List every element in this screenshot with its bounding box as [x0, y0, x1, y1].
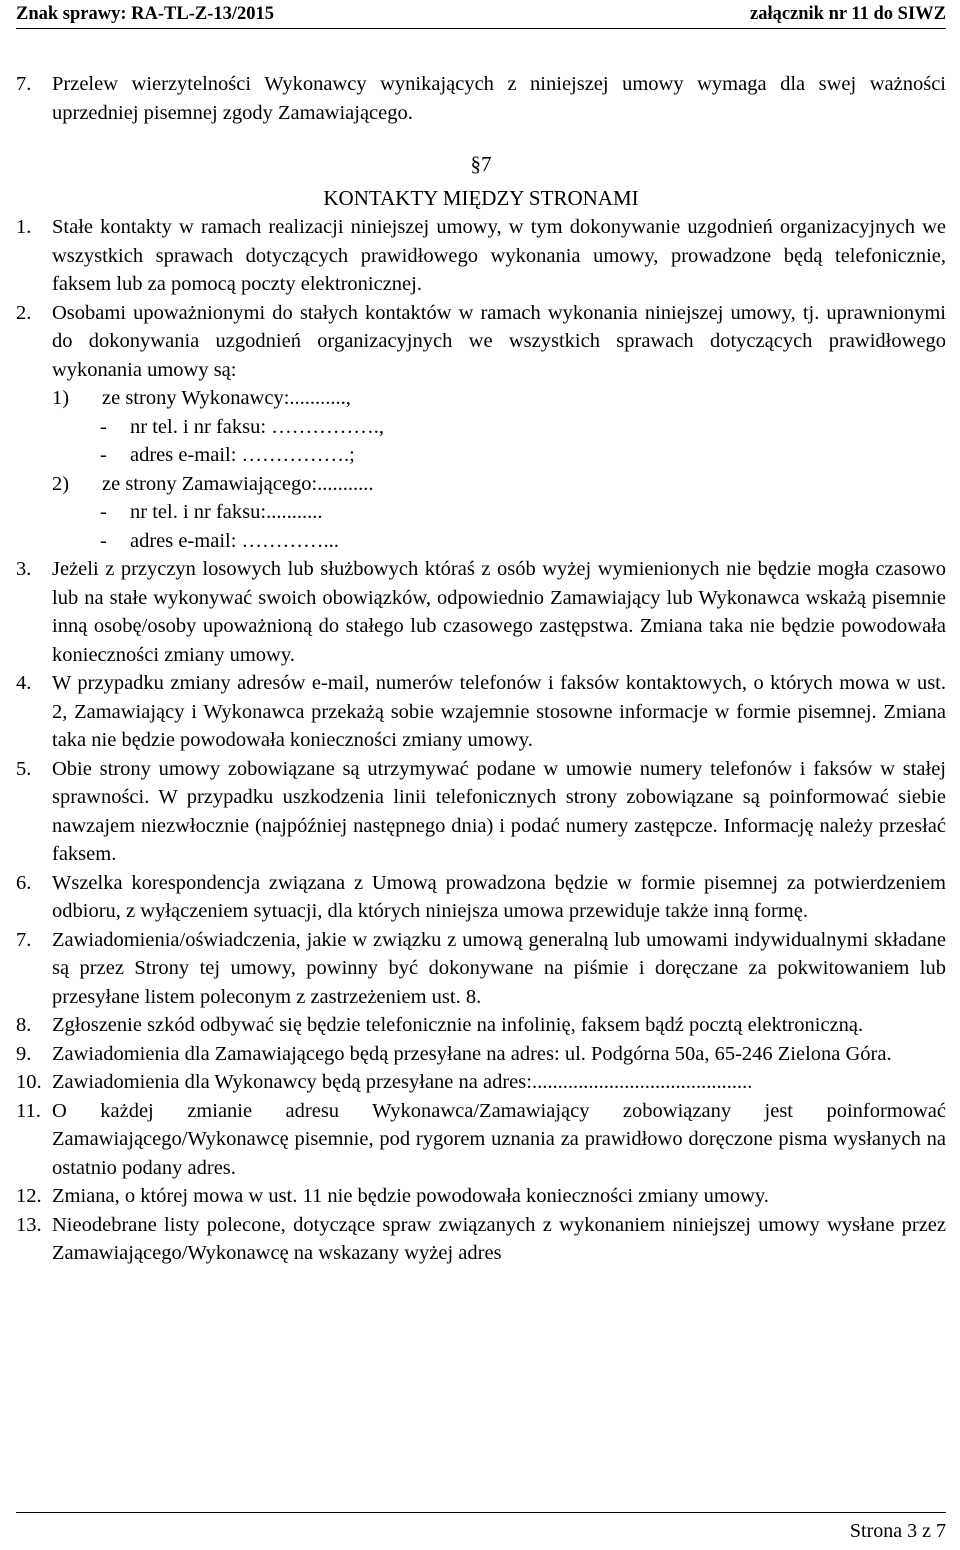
list-item: [16, 1182, 946, 1211]
contact-line: [100, 441, 946, 470]
list-item: [16, 1011, 946, 1040]
list-item: [16, 1097, 946, 1183]
item-number: 9.: [16, 1042, 32, 1065]
dash-bullet: -: [100, 444, 107, 466]
item-number: 11.: [16, 1099, 41, 1122]
item-text: Jeżeli z przyczyn losowych lub służbowych któraś z osób wyżej wymienionych nie będzie mogła czasowo lub na stałe wykonywać swoich obowiązków, odpowiednio Zamawiający lub Wykonawca wskażą pisemnie inną osobę/osoby upoważnioną do stałego lub czasowego zastępstwa. Zmiana taka nie będzie powodowała konieczności zmiany umowy.: [52, 558, 946, 666]
item-text: Osobami upoważnionymi do stałych kontaktów w ramach wykonania niniejszej umowy, tj. uprawnionymi do dokonywania uzgodnień organizacyjnych we wszystkich sprawach dotyczących prawidłowego wykonania umowy są:: [52, 301, 946, 381]
contact-party: [52, 384, 946, 413]
item-number: 13.: [16, 1213, 42, 1236]
contact-line: [100, 527, 946, 556]
item-number: 3.: [16, 558, 32, 580]
list-item: [16, 555, 946, 669]
contact-line: [100, 498, 946, 527]
attachment-label: załącznik nr 11 do SIWZ: [749, 3, 946, 24]
dash-bullet: -: [100, 529, 107, 552]
item-number: 1.: [16, 216, 32, 238]
sub-number: 2): [52, 472, 70, 495]
item-text: W przypadku zmiany adresów e-mail, numerów telefonów i faksów kontaktowych, o których mowa w ust. 2, Zamawiający i Wykonawca przekażą sobie wzajemnie stosowne informacje w formie pisemnej. Zmiana taka nie będzie powodowała konieczności zmiany umowy.: [52, 672, 946, 751]
contact-line: [100, 413, 946, 442]
list-item: [16, 669, 946, 755]
document-body: [16, 70, 946, 1268]
item-number: 4.: [16, 672, 32, 694]
dash-bullet: -: [100, 415, 107, 438]
item-number: 8.: [16, 1014, 32, 1036]
list-item: [16, 70, 946, 127]
item-text: Wszelka korespondencja związana z Umową prowadzona będzie w formie pisemnej za potwierdzeniem odbioru, z wyłączeniem sytuacji, dla których niniejsza umowa przewiduje także inną formę.: [52, 871, 946, 922]
item-text: Stałe kontakty w ramach realizacji niniejszej umowy, w tym dokonywanie uzgodnień organizacyjnych we wszystkich sprawach dotyczących prawidłowego wykonania umowy, prowadzone będą telefonicznie, faksem lub za pomocą poczty elektronicznej.: [52, 216, 946, 295]
list-item: [16, 926, 946, 1012]
item-text: Zgłoszenie szkód odbywać się będzie telefonicznie na infolinię, faksem bądź pocztą elektroniczną.: [52, 1014, 864, 1036]
section-title: KONTAKTY MIĘDZY STRONAMI: [323, 186, 639, 210]
sub-number: 1): [52, 387, 70, 409]
page-header: [16, 0, 946, 29]
item-text: Zawiadomienia dla Wykonawcy będą przesyłane na adres:...........................................: [52, 1071, 753, 1093]
page-number: Strona 3 z 7: [849, 1519, 946, 1542]
list-item: [16, 1040, 946, 1069]
section-number: §7: [470, 152, 492, 176]
contact-line-text: adres e-mail: …………...: [130, 529, 339, 552]
contact-label: ze strony Wykonawcy:...........,: [102, 387, 351, 409]
contact-line-text: nr tel. i nr faksu:...........: [130, 501, 323, 523]
item-text: Nieodebrane listy polecone, dotyczące spraw związanych z wykonaniem niniejszej umowy wysłane przez Zamawiającego/Wykonawcę na wskazany wyżej adres: [52, 1213, 946, 1264]
list-item: [16, 1211, 946, 1268]
item-number: 7.: [16, 73, 32, 95]
item-text: Przelew wierzytelności Wykonawcy wynikających z niniejszej umowy wymaga dla swej ważności uprzedniej pisemnej zgody Zamawiającego.: [52, 73, 946, 124]
contact-party: [52, 470, 946, 499]
list-item: [16, 755, 946, 869]
item-text: Zawiadomienia dla Zamawiającego będą przesyłane na adres: ul. Podgórna 50a, 65-246 Zielona Góra.: [52, 1042, 892, 1065]
item-number: 5.: [16, 757, 32, 780]
page-footer: [16, 1512, 946, 1549]
item-number: 7.: [16, 928, 32, 951]
case-reference: Znak sprawy: RA-TL-Z-13/2015: [16, 3, 274, 24]
list-item: [16, 299, 946, 385]
contact-label: ze strony Zamawiającego:...........: [102, 472, 374, 495]
dash-bullet: -: [100, 501, 107, 523]
contact-line-text: nr tel. i nr faksu: …………….,: [130, 415, 384, 438]
item-text: Zmiana, o której mowa w ust. 11 nie będzie powodowała konieczności zmiany umowy.: [52, 1185, 769, 1207]
contact-line-text: adres e-mail: …………….;: [130, 444, 355, 466]
item-number: 2.: [16, 301, 32, 324]
list-item: [16, 869, 946, 926]
item-text: Obie strony umowy zobowiązane są utrzymywać podane w umowie numery telefonów i faksów w stałej sprawności. W przypadku uszkodzenia linii telefonicznych strony zobowiązane są poinformować siebie nawzajem niezwłocznie (najpóźniej następnego dnia) i podać numery zastępcze. Informację należy przesłać faksem.: [52, 757, 946, 865]
item-number: 6.: [16, 871, 32, 894]
item-text: O każdej zmianie adresu Wykonawca/Zamawiający zobowiązany jest poinformować Zamawiającego/Wykonawcę pisemnie, pod rygorem uznania za prawidłowo doręczone pisma wysłanych na ostatnio podany adres.: [52, 1099, 946, 1179]
list-item: [16, 213, 946, 299]
item-number: 12.: [16, 1185, 42, 1207]
list-item: [16, 1068, 946, 1097]
item-number: 10.: [16, 1071, 42, 1093]
item-text: Zawiadomienia/oświadczenia, jakie w związku z umową generalną lub umowami indywidualnymi składane są przez Strony tej umowy, powinny być dokonywane na piśmie i doręczane za pokwitowaniem lub przesyłane listem poleconym z zastrzeżeniem ust. 8.: [52, 928, 946, 1008]
